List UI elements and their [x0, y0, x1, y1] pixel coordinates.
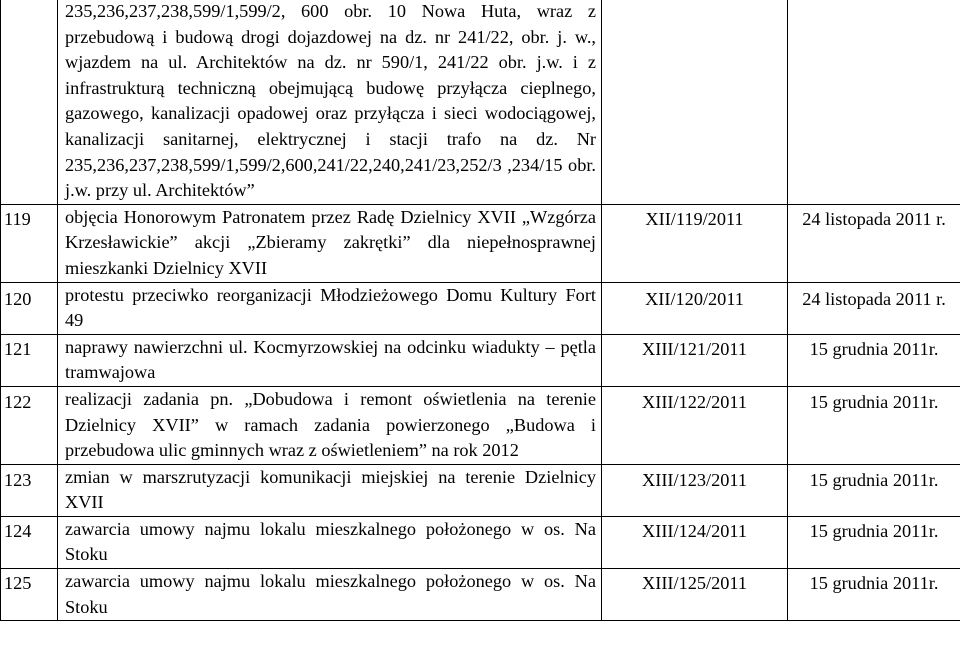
resolution-date: 15 grudnia 2011r. [788, 516, 960, 568]
resolution-number: 124 [1, 516, 58, 568]
resolution-date: 15 grudnia 2011r. [788, 386, 960, 464]
table-row [1, 204, 960, 282]
resolution-signature: XII/119/2011 [602, 204, 788, 282]
resolution-signature: XIII/124/2011 [602, 516, 788, 568]
resolution-subject: naprawy nawierzchni ul. Kocmyrzowskiej na odcinku wiadukty – pętla tramwajowa [58, 334, 602, 386]
resolution-number: 120 [1, 282, 58, 334]
resolution-subject: zmian w marszrutyzacji komunikacji miejskiej na terenie Dzielnicy XVII [58, 464, 602, 516]
resolution-subject: realizacji zadania pn. „Dobudowa i remont oświetlenia na terenie Dzielnicy XVII” w ramach zadania powierzonego „Budowa i przebudowa ulic gminnych wraz z oświetleniem” na rok 2012 [58, 386, 602, 464]
resolution-date: 15 grudnia 2011r. [788, 569, 960, 621]
resolution-number: 121 [1, 334, 58, 386]
table-row [1, 516, 960, 568]
resolution-number: 119 [1, 204, 58, 282]
resolution-signature: XII/120/2011 [602, 282, 788, 334]
resolution-signature: XIII/125/2011 [602, 569, 788, 621]
resolution-subject: 235,236,237,238,599/1,599/2, 600 obr. 10 Nowa Huta, wraz z przebudową i budową drogi dojazdowej na dz. nr 241/22, obr. j. w., wjazdem na ul. Architektów na dz. nr 590/1, 241/22 obr. j.w. i z infrastrukturą techniczną obejmującą budowę przyłącza cieplnego, gazowego, kanalizacji opadowej oraz przyłącza i sieci wodociągowej, kanalizacji sanitarnej, elektrycznej i stacji trafo na dz. Nr 235,236,237,238,599/1,599/2,600,241/22,240,241/23,252/3 ,234/15 obr. j.w. przy ul. Architektów” [58, 0, 602, 204]
table-row [1, 282, 960, 334]
resolution-number: 125 [1, 569, 58, 621]
table-row [1, 464, 960, 516]
table-row [1, 386, 960, 464]
resolution-subject: protestu przeciwko reorganizacji Młodzieżowego Domu Kultury Fort 49 [58, 282, 602, 334]
table-row [1, 0, 960, 204]
resolution-date: 24 listopada 2011 r. [788, 282, 960, 334]
resolution-signature [602, 0, 788, 204]
table-row [1, 334, 960, 386]
resolution-date: 24 listopada 2011 r. [788, 204, 960, 282]
resolution-subject: zawarcia umowy najmu lokalu mieszkalnego położonego w os. Na Stoku [58, 516, 602, 568]
resolution-date [788, 0, 960, 204]
resolution-number [1, 0, 58, 204]
resolution-signature: XIII/123/2011 [602, 464, 788, 516]
resolution-subject: zawarcia umowy najmu lokalu mieszkalnego położonego w os. Na Stoku [58, 569, 602, 621]
resolution-number: 122 [1, 386, 58, 464]
resolution-subject: objęcia Honorowym Patronatem przez Radę Dzielnicy XVII „Wzgórza Krzesławickie” akcji „Zbieramy zakrętki” dla niepełnosprawnej mieszkanki Dzielnicy XVII [58, 204, 602, 282]
table-row [1, 569, 960, 621]
resolution-date: 15 grudnia 2011r. [788, 334, 960, 386]
resolution-date: 15 grudnia 2011r. [788, 464, 960, 516]
resolution-signature: XIII/121/2011 [602, 334, 788, 386]
resolution-signature: XIII/122/2011 [602, 386, 788, 464]
resolution-number: 123 [1, 464, 58, 516]
